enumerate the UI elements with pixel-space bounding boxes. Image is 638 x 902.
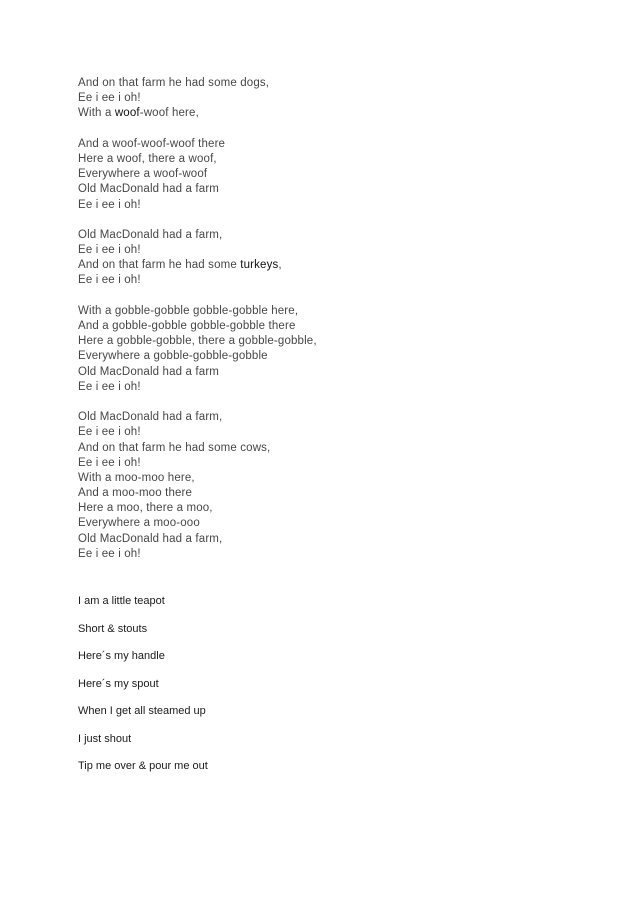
lyric-line: Everywhere a gobble-gobble-gobble [78, 350, 268, 363]
stanza-gap [78, 213, 558, 228]
lyric-line: Old MacDonald had a farm, [78, 228, 223, 241]
lyric-line: And on that farm he had some cows, [78, 441, 271, 454]
lyric-line: Ee i ee i oh! [78, 198, 141, 211]
lyric-line: And a woof-woof-woof there [78, 137, 226, 150]
lyric-line: Here a woof, there a woof, [78, 152, 217, 165]
poem-line: I just shout [78, 732, 132, 745]
lyric-line: Old MacDonald had a farm [78, 183, 220, 196]
lyric-line: Old MacDonald had a farm, [78, 411, 223, 424]
old-macdonald-lyrics [78, 76, 558, 562]
lyric-line: With a moo-moo here, [78, 471, 195, 484]
lyric-line: Ee i ee i oh! [78, 274, 141, 287]
lyric-line-turkeys [78, 258, 558, 273]
stanza-gap [78, 289, 558, 304]
poem-line: Here´s my spout [78, 677, 159, 690]
lyric-text: And on that farm he had some [78, 259, 241, 272]
poem-line: Tip me over & pour me out [78, 760, 208, 772]
poem-line: Here´s my handle [78, 650, 165, 662]
lyric-line: Here a gobble-gobble, there a gobble-gobble, [78, 335, 317, 348]
lyric-line: And a moo-moo there [78, 487, 193, 500]
lyric-line: Everywhere a woof-woof [78, 168, 208, 181]
stanza-gap [78, 122, 558, 137]
lyric-line: Ee i ee i oh! [78, 426, 141, 439]
lyric-line: Ee i ee i oh! [78, 380, 141, 393]
lyric-line: Old MacDonald had a farm, [78, 532, 223, 545]
lyric-line: With a gobble-gobble gobble-gobble here, [78, 304, 299, 317]
lyric-line: And on that farm he had some dogs, [78, 77, 270, 89]
teapot-poem [78, 594, 558, 787]
lyric-line-woof [78, 106, 558, 121]
poem-line: When I get all steamed up [78, 705, 206, 717]
lyric-line: Everywhere a moo-ooo [78, 517, 200, 530]
lyric-line: Old MacDonald had a farm [78, 365, 220, 378]
lyric-text: , [278, 259, 282, 272]
lyric-line: Ee i ee i oh! [78, 456, 141, 469]
lyric-emphasis-woof: woof [114, 107, 140, 120]
lyric-emphasis-turkeys: turkeys [240, 259, 279, 272]
lyric-line: Here a moo, there a moo, [78, 502, 213, 515]
lyric-line: Ee i ee i oh! [78, 547, 141, 560]
stanza-gap [78, 395, 558, 410]
lyric-text: With a [78, 107, 115, 120]
lyric-line: And a gobble-gobble gobble-gobble there [78, 320, 296, 332]
poem-line: I am a little teapot [78, 595, 165, 607]
lyric-line: Ee i ee i oh! [78, 92, 141, 105]
lyric-line: Ee i ee i oh! [78, 244, 141, 257]
lyric-text: -woof here, [139, 107, 199, 120]
poem-line: Short & stouts [78, 622, 148, 635]
